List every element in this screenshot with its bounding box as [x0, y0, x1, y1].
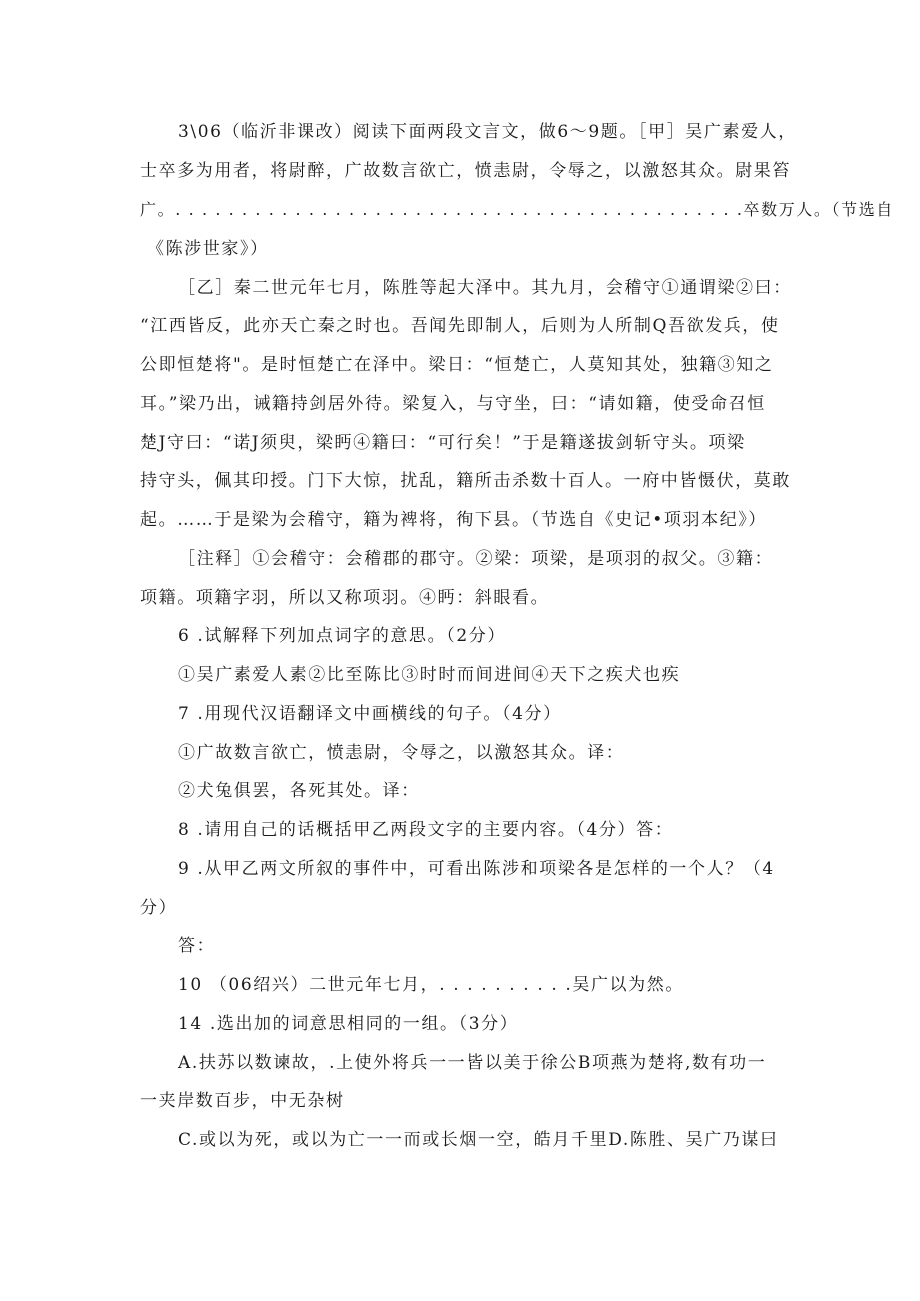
text-line: 项籍。项籍字羽，所以又称项羽。④眄：斜眼看。 [140, 588, 550, 608]
text-line: 楚J守曰：“诺J须臾，梁眄④籍曰：“可行矣！”于是籍遂拔剑斩守头。项梁 [140, 433, 746, 453]
text-line: 持守头，佩其印授。门下大惊，扰乱，籍所击杀数十百人。一府中皆慑伏，莫敢 [140, 471, 791, 491]
question-7: 7 .用现代汉语翻译文中画横线的句子。（4分） [178, 704, 562, 724]
text-line: 起。……于是梁为会稽守，籍为裨将，徇下县。（节选自《史记•项羽本纪》） [140, 510, 768, 530]
text-line: ［乙］秦二世元年七月，陈胜等起大泽中。其九月，会稽守①通谓梁②曰： [178, 278, 792, 298]
text-line: 《陈涉世家》） [147, 239, 269, 259]
text-line: 士卒多为用者，将尉醉，广故数言欲亡，愤恚尉，令辱之，以激怒其众。尉果笞 [140, 161, 791, 181]
text-line: ①广故数言欲亡，愤恚尉，令辱之，以激怒其众。译： [178, 743, 625, 763]
text-line: 分） [140, 898, 178, 918]
text-line: “江西皆反，此亦天亡秦之时也。吾闻先即制人，后则为人所制Q吾欲发兵，使 [140, 316, 780, 336]
question-10: 10 （06绍兴）二世元年七月，. . . . . . . . . .吴广以为然。 [178, 975, 684, 995]
text-line: 广。. . . . . . . . . . . . . . . . . . . . . . . . . . . . . . . . . . . . . . . . . . .卒数万人。（节选自 [140, 200, 894, 219]
text-line: ②犬兔俱罢，各死其处。译： [178, 781, 420, 801]
text-line: ［注释］①会稽守：会稽郡的郡守。②梁：项梁，是项羽的叔父。③籍： [178, 549, 774, 569]
question-8: 8 .请用自己的话概括甲乙两段文字的主要内容。（4分）答： [178, 820, 674, 840]
question-6: 6 .试解释下列加点词字的意思。（2分） [178, 626, 506, 646]
text-line: 3\06（临沂非课改）阅读下面两段文言文，做6～9题。［甲］吴广素爱人， [178, 122, 797, 142]
answer-label: 答： [178, 936, 216, 956]
text-line: ①吴广素爱人素②比至陈比③时时而间进间④天下之疾犬也疾 [178, 665, 681, 685]
question-9: 9 .从甲乙两文所叙的事件中，可看出陈涉和项梁各是怎样的一个人？（4 [178, 859, 775, 879]
option-line: A.扶苏以数谏故，.上使外将兵一一皆以美于徐公B项燕为楚将,数有功一 [178, 1053, 767, 1073]
text-line: 耳。”梁乃出，诫籍持剑居外待。梁复入，与守坐，曰：“请如籍，使受命召恒 [140, 394, 766, 414]
text-line: 公即恒楚将"。是时恒楚亡在泽中。梁日：“恒楚亡，人莫知其处，独籍③知之 [140, 355, 774, 375]
question-14: 14 .选出加的词意思相同的一组。（3分） [178, 1014, 519, 1034]
option-line: C.或以为死，或以为亡一一而或长烟一空，皓月千里D.陈胜、吴广乃谋曰 [178, 1130, 779, 1150]
text-line: 一夹岸数百步，中无杂树 [140, 1091, 345, 1111]
